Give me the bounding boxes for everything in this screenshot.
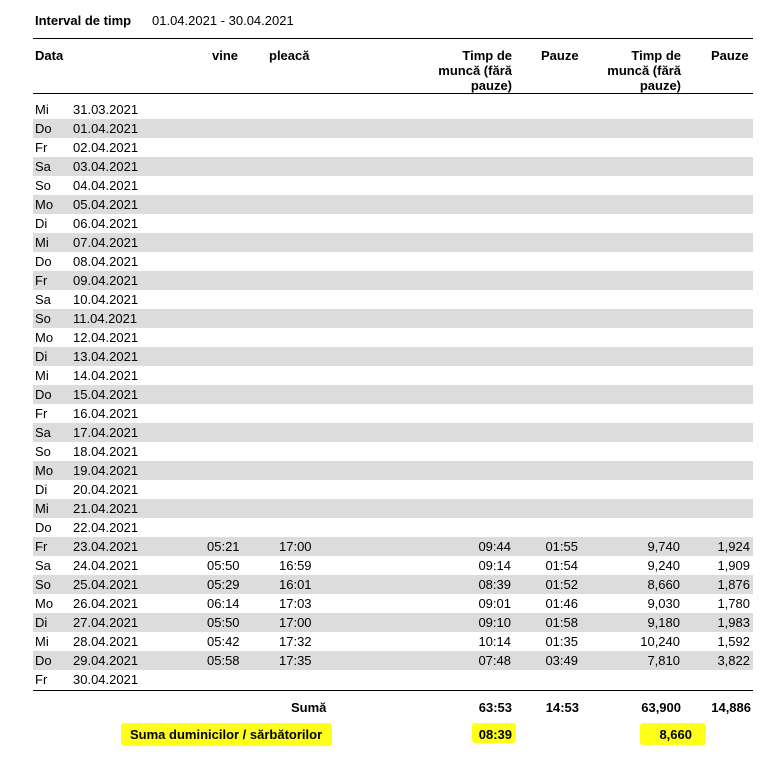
row-date: 18.04.2021 [73,444,139,459]
row-date: 22.04.2021 [73,520,139,535]
table-row [33,499,753,518]
table-row [33,252,753,271]
row-pause-decimal: 1,592 [717,634,750,649]
table-row [33,176,753,195]
row-work-decimal: 10,240 [640,634,680,649]
table-row [33,157,753,176]
table-row [33,119,753,138]
row-day: Do [35,520,52,535]
row-day: Mo [35,596,54,611]
row-date: 16.04.2021 [73,406,139,421]
table-row [33,404,753,423]
row-day: Mo [35,197,54,212]
totals-label: Sumă [291,700,327,715]
table-row [33,385,753,404]
table-row [33,366,753,385]
row-date: 11.04.2021 [73,311,138,326]
row-day: Mi [35,102,49,117]
row-date: 05.04.2021 [73,197,139,212]
row-day: Sa [35,159,51,174]
row-date: 20.04.2021 [73,482,139,497]
row-date: 04.04.2021 [73,178,139,193]
row-work-decimal: 8,660 [647,577,680,592]
row-pause-decimal: 1,909 [717,558,750,573]
col-header-in: vine [212,48,239,63]
sundays-label: Suma duminicilor / sărbătorilor [130,727,323,742]
row-date: 12.04.2021 [73,330,139,345]
row-out-time: 17:32 [279,634,312,649]
row-work-hours: 10:14 [478,634,511,649]
row-work-hours: 09:44 [478,539,511,554]
row-work-decimal: 9,030 [647,596,680,611]
row-pause-decimal: 3,822 [717,653,750,668]
row-date: 09.04.2021 [73,273,139,288]
row-date: 26.04.2021 [73,596,139,611]
row-in-time: 05:58 [207,653,240,668]
row-date: 24.04.2021 [73,558,139,573]
row-work-decimal: 9,180 [647,615,680,630]
row-day: Fr [35,672,48,687]
row-day: Mi [35,634,49,649]
row-work-decimal: 7,810 [647,653,680,668]
row-pause: 01:35 [545,634,578,649]
col-header-work-hours: Timp de muncă (fără pauze) [438,48,512,93]
row-date: 14.04.2021 [73,368,139,383]
row-day: Do [35,254,52,269]
table-row [33,594,753,613]
row-date: 29.04.2021 [73,653,139,668]
row-day: So [35,178,51,193]
table-row [33,518,753,537]
header-bottom-rule [33,93,753,94]
row-work-decimal: 9,240 [647,558,680,573]
row-in-time: 05:50 [207,558,240,573]
row-out-time: 16:59 [279,558,312,573]
row-pause-decimal: 1,876 [717,577,750,592]
row-date: 06.04.2021 [73,216,139,231]
sundays-work-decimal: 8,660 [659,727,692,742]
row-date: 25.04.2021 [73,577,139,592]
row-date: 30.04.2021 [73,672,139,687]
row-day: Sa [35,558,51,573]
totals-pause-decimal: 14,886 [711,700,751,715]
row-pause-decimal: 1,983 [717,615,750,630]
table-row [33,575,753,594]
row-day: Di [35,615,48,630]
table-row [33,537,753,556]
row-date: 01.04.2021 [73,121,139,136]
row-date: 31.03.2021 [73,102,139,117]
header-top-rule [33,38,753,39]
row-work-hours: 09:10 [478,615,511,630]
totals-pause: 14:53 [545,700,579,715]
table-row [33,442,753,461]
row-in-time: 05:50 [207,615,240,630]
table-row [33,670,753,689]
row-pause: 01:54 [545,558,578,573]
table-row [33,214,753,233]
totals-work: 63:53 [478,700,512,715]
table-row [33,480,753,499]
row-date: 07.04.2021 [73,235,139,250]
col-header-out: pleacă [269,48,310,63]
table-row [33,233,753,252]
row-day: Di [35,349,48,364]
col-header-date: Data [35,48,64,63]
row-in-time: 05:21 [207,539,240,554]
row-work-hours: 07:48 [478,653,511,668]
row-day: So [35,311,51,326]
table-row [33,271,753,290]
totals-work-decimal: 63,900 [641,700,681,715]
interval-value: 01.04.2021 - 30.04.2021 [152,13,294,28]
row-date: 28.04.2021 [73,634,139,649]
row-date: 19.04.2021 [73,463,139,478]
row-day: Fr [35,273,48,288]
row-day: So [35,444,51,459]
row-date: 23.04.2021 [73,539,139,554]
row-pause: 01:46 [545,596,578,611]
table-row [33,613,753,632]
table-row [33,290,753,309]
row-date: 03.04.2021 [73,159,139,174]
row-day: Do [35,653,52,668]
row-date: 02.04.2021 [73,140,139,155]
timesheet-table [33,100,753,689]
col-header-work-decimal: Timp de muncă (fără pauze) [607,48,681,93]
table-row [33,423,753,442]
row-out-time: 17:00 [279,539,312,554]
table-row [33,195,753,214]
row-day: Mi [35,235,49,250]
sundays-work: 08:39 [478,727,512,742]
row-day: Di [35,216,48,231]
row-in-time: 05:29 [207,577,240,592]
row-work-decimal: 9,740 [647,539,680,554]
row-out-time: 16:01 [279,577,312,592]
row-date: 17.04.2021 [73,425,139,440]
row-pause: 03:49 [545,653,578,668]
row-pause: 01:58 [545,615,578,630]
row-day: Di [35,482,48,497]
row-work-hours: 09:01 [478,596,511,611]
table-row [33,556,753,575]
row-work-hours: 09:14 [478,558,511,573]
row-date: 10.04.2021 [73,292,139,307]
table-row [33,461,753,480]
row-day: Mi [35,501,49,516]
row-pause-decimal: 1,924 [717,539,750,554]
row-date: 21.04.2021 [73,501,139,516]
row-in-time: 06:14 [207,596,240,611]
row-day: Mo [35,330,54,345]
table-row [33,138,753,157]
row-day: Mo [35,463,54,478]
row-day: Sa [35,292,51,307]
interval-label: Interval de timp [35,13,132,28]
row-day: Fr [35,539,48,554]
row-day: Do [35,387,52,402]
col-header-pause-decimal: Pauze [711,48,749,63]
col-header-pause: Pauze [541,48,579,63]
row-pause: 01:52 [545,577,578,592]
row-date: 27.04.2021 [73,615,139,630]
table-row [33,309,753,328]
row-day: So [35,577,51,592]
row-date: 08.04.2021 [73,254,139,269]
row-date: 13.04.2021 [73,349,139,364]
table-row [33,328,753,347]
table-row [33,100,753,119]
row-day: Mi [35,368,49,383]
row-work-hours: 08:39 [478,577,511,592]
row-date: 15.04.2021 [73,387,139,402]
row-out-time: 17:00 [279,615,312,630]
row-out-time: 17:35 [279,653,312,668]
table-row [33,651,753,670]
row-pause: 01:55 [545,539,578,554]
row-day: Fr [35,406,48,421]
row-pause-decimal: 1,780 [717,596,750,611]
table-row [33,347,753,366]
row-out-time: 17:03 [279,596,312,611]
row-day: Fr [35,140,48,155]
totals-rule [33,690,753,691]
row-day: Sa [35,425,51,440]
row-in-time: 05:42 [207,634,240,649]
row-day: Do [35,121,52,136]
table-row [33,632,753,651]
